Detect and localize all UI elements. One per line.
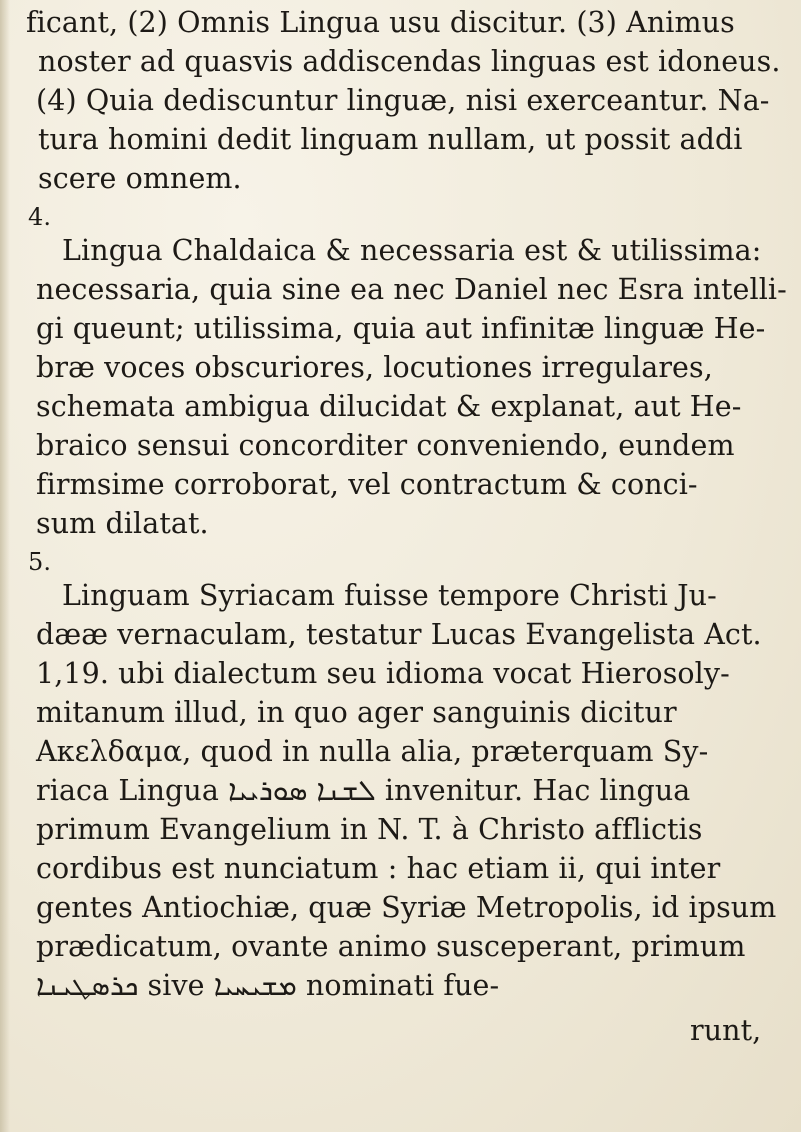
section-number-5: 5.: [28, 548, 52, 576]
text-line-22: primum Evangelium in N. T. à Christo afflictis: [36, 813, 703, 846]
text-line-3: (4) Quia dediscuntur linguæ, nisi exerceantur. Na-: [36, 84, 770, 117]
text-line-25: prædicatum, ovante animo susceperant, primum: [36, 930, 746, 963]
text-line-4: tura homini dedit linguam nullam, ut possit addi: [38, 123, 743, 156]
text-line-1: ficant, (2) Omnis Lingua usu discitur. (3) Animus: [26, 6, 735, 39]
text-line-5: scere omnem.: [38, 162, 242, 195]
text-line-18: 1,19. ubi dialectum seu idioma vocat Hierosoly-: [36, 657, 730, 690]
section-number-4: 4.: [28, 203, 52, 231]
text-line-13: firmsime corroborat, vel contractum & conci-: [36, 468, 698, 501]
text-line-10: bræ voces obscuriores, locutiones irregulares,: [36, 351, 713, 384]
text-line-17: dææ vernaculam, testatur Lucas Evangelista Act.: [36, 618, 762, 651]
text-line-23: cordibus est nunciatum : hac etiam ii, qui inter: [36, 852, 721, 885]
text-line-7: Lingua Chaldaica & necessaria est & utilissima:: [62, 234, 762, 267]
text-line-20: Ακελδαμα, quod in nulla alia, præterquam Sy-: [36, 735, 709, 768]
text-line-19: mitanum illud, in quo ager sanguinis dicitur: [36, 696, 677, 729]
text-line-21: riaca Lingua ܠܫܢܐ ܣܘܪܝܝܐ invenitur. Hac lingua: [36, 774, 691, 807]
text-line-11: schemata ambigua dilucidat & explanat, aut He-: [36, 390, 742, 423]
text-line-24: gentes Antiochiæ, quæ Syriæ Metropolis, id ipsum: [36, 891, 777, 924]
text-line-27: runt,: [690, 1014, 762, 1047]
text-line-26: ܟܪܣܛܝܢܐ sive ܡܫܝܚܝܐ nominati fue-: [36, 969, 500, 1002]
text-line-14: sum dilatat.: [36, 507, 209, 540]
text-line-12: braico sensui concorditer conveniendo, eundem: [36, 429, 735, 462]
page-edge-shadow: [0, 0, 10, 1132]
text-line-16: Linguam Syriacam fuisse tempore Christi Ju-: [62, 579, 717, 612]
text-line-9: gi queunt; utilissima, quia aut infinitæ linguæ He-: [36, 312, 766, 345]
text-line-2: noster ad quasvis addiscendas linguas est idoneus.: [38, 45, 781, 78]
text-line-8: necessaria, quia sine ea nec Daniel nec Esra intelli-: [36, 273, 787, 306]
